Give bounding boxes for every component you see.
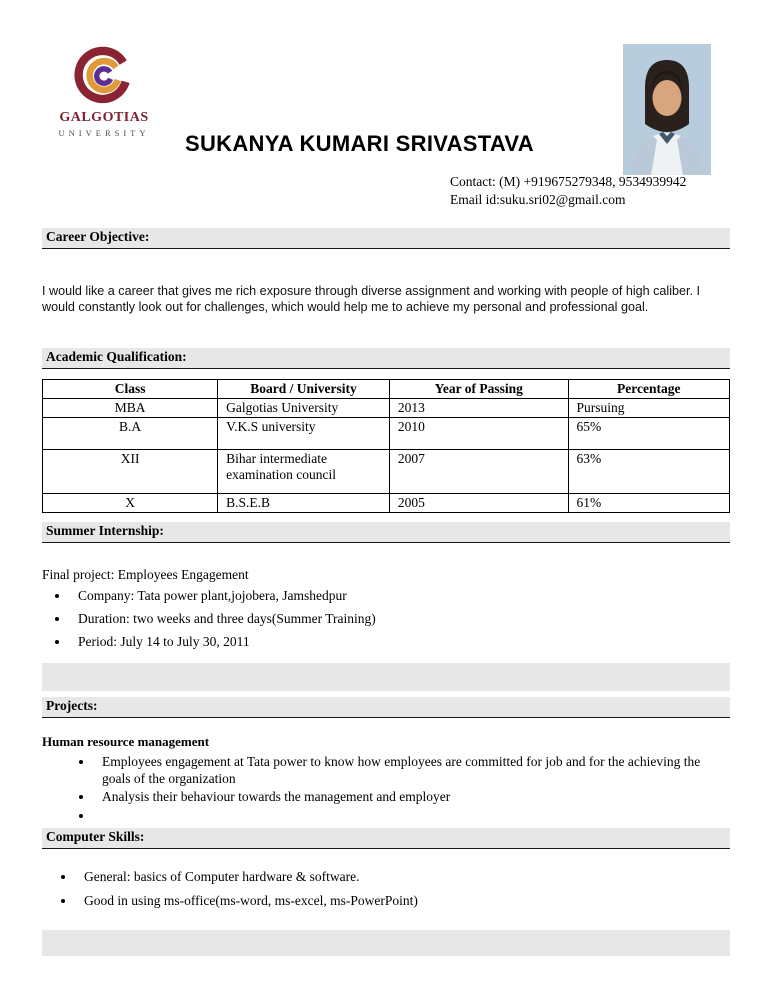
table-row	[43, 398, 730, 417]
section-header-career-objective: Career Objective:	[42, 228, 730, 249]
list-item: • Analysis their behaviour towards the management and employer	[94, 789, 730, 806]
table-cell: 2005	[389, 493, 568, 512]
project-subtitle: Human resource management	[42, 733, 210, 749]
table-header-percentage: Percentage	[568, 379, 729, 398]
table-cell: B.A	[43, 417, 218, 449]
section-header-projects: Projects:	[42, 697, 730, 718]
list-item: • General: basics of Computer hardware & software.	[76, 869, 730, 886]
table-cell: XII	[43, 449, 218, 493]
list-item	[94, 808, 730, 825]
table-cell: V.K.S university	[218, 417, 390, 449]
profile-photo	[623, 44, 711, 175]
table-cell: Pursuing	[568, 398, 729, 417]
logo-university-text: UNIVERSITY	[58, 128, 150, 139]
table-header-board: Board / University	[218, 379, 390, 398]
contact-email: Email id:suku.sri02@gmail.com	[450, 191, 626, 207]
internship-bullet-list	[70, 588, 730, 651]
list-item: • Period: July 14 to July 30, 2011	[70, 634, 730, 651]
table-cell: 2013	[389, 398, 568, 417]
section-header-summer-internship: Summer Internship:	[42, 522, 730, 543]
list-item: • Duration: two weeks and three days(Summer Training)	[70, 611, 730, 628]
list-item: • Good in using ms-office(ms-word, ms-excel, ms-PowerPoint)	[76, 893, 730, 910]
logo-brand-text: GALGOTIAS	[59, 110, 149, 125]
empty-highlight-block	[42, 930, 730, 956]
galgotias-logo	[48, 46, 160, 138]
section-header-computer-skills: Computer Skills:	[42, 828, 730, 849]
list-item: • Employees engagement at Tata power to know how employees are committed for job and for the achieving the goals of the organization	[94, 754, 730, 788]
table-cell: 63%	[568, 449, 729, 493]
table-cell: X	[43, 493, 218, 512]
empty-highlight-block	[42, 663, 730, 691]
table-row	[43, 449, 730, 493]
internship-intro: Final project: Employees Engagement	[42, 566, 249, 582]
table-cell: 61%	[568, 493, 729, 512]
table-row	[43, 493, 730, 512]
contact-block	[450, 173, 686, 209]
projects-bullet-list	[94, 754, 730, 826]
skills-bullet-list	[76, 869, 730, 910]
table-cell: MBA	[43, 398, 218, 417]
table-row	[43, 417, 730, 449]
section-header-academic-qualification: Academic Qualification:	[42, 348, 730, 369]
table-cell: B.S.E.B	[218, 493, 390, 512]
candidate-name: SUKANYA KUMARI SRIVASTAVA	[185, 131, 534, 156]
table-cell: 2007	[389, 449, 568, 493]
career-objective-text: I would like a career that gives me rich exposure through diverse assignment and working with people of high caliber. I would constantly look out for challenges, which would help me to achieve my personal and professional goal.	[42, 284, 701, 315]
table-cell: Bihar intermediate examination council	[218, 449, 390, 493]
contact-phone: Contact: (M) +919675279348, 9534939942	[450, 174, 687, 189]
list-item: • Company: Tata power plant,jojobera, Jamshedpur	[70, 588, 730, 605]
table-cell: Galgotias University	[218, 398, 390, 417]
table-header-class: Class	[43, 379, 218, 398]
resume-body	[0, 228, 768, 956]
table-header-row	[43, 379, 730, 398]
galgotias-logo-icon	[74, 46, 134, 108]
table-cell: 65%	[568, 417, 729, 449]
table-header-year: Year of Passing	[389, 379, 568, 398]
qualification-table	[42, 379, 730, 513]
resume-header	[0, 0, 768, 228]
table-cell: 2010	[389, 417, 568, 449]
